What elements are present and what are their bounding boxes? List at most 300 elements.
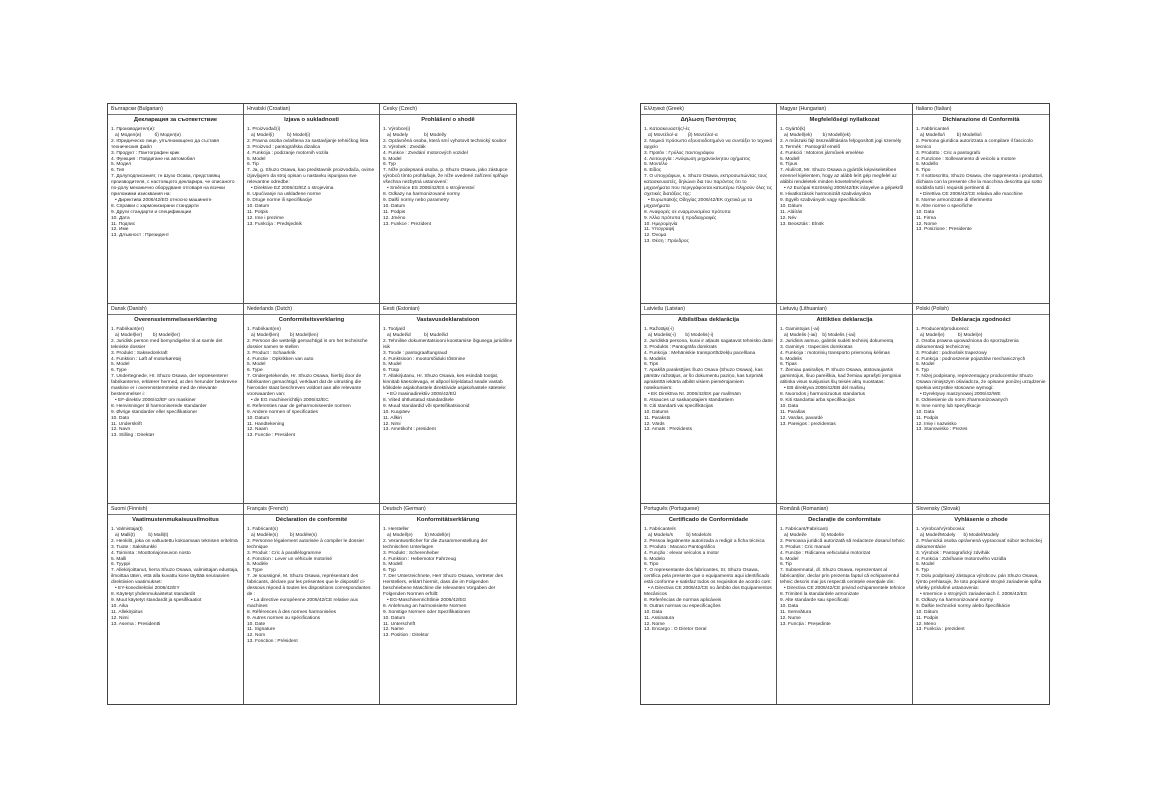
- declaration-item-list: [111, 127, 240, 239]
- section-title: Vaatimustenmukaisuusilmoitus: [132, 517, 219, 523]
- declaration-item: 12. Név: [780, 215, 797, 221]
- declaration-item: 6. Típus: [780, 162, 798, 168]
- declaration-item: 6. Tip: [247, 162, 259, 168]
- declaration-item: 10. Data: [780, 403, 799, 409]
- declaration-item: 8. Referenties naar de geharmoniseerde normen: [247, 403, 351, 409]
- section-language-label: Česky (Czech): [380, 106, 516, 115]
- declaration-item: 9. Alte standarde sau specificații: [780, 597, 849, 603]
- declaration-item: • EF-direktiv 2006/42/EF om maskiner: [111, 397, 196, 403]
- declaration-item: 11. Signature: [247, 627, 276, 633]
- declaration-item: 13. Длъжност : Президент: [111, 233, 170, 239]
- declaration-item: 5. Model: [916, 362, 935, 368]
- section-language-label: Hrvatski (Croatian): [244, 106, 379, 115]
- section-language-label: Polski (Polish): [913, 306, 1049, 315]
- declaration-item: 4. Funkcia : Zdvíhanie motorového vozidla: [916, 556, 1007, 562]
- declaration-item: 12. Ime i prezime: [247, 215, 284, 221]
- declaration-item: 12. Nimi: [383, 421, 401, 427]
- declaration-item: 8. Odkazy na harmonizované normy: [383, 191, 461, 197]
- declaration-item: 8. Referências de normas aplicáveis: [644, 597, 722, 603]
- declaration-item: 1. Fabricant(s): [247, 527, 278, 532]
- declaration-item: 4. Functie : Opkrikken van auto: [247, 356, 314, 362]
- declaration-item: 1. Hersteller: [383, 527, 409, 532]
- declaration-item: 7. Níže podepsaná osoba, p. Shuzo Osawa, jako zástupce výrobců tímto prohlašuje, že níže uvedené zařízení splňuje všechna nezbytná ustanovení:: [383, 168, 510, 186]
- section-title: Декларация за съответствие: [133, 117, 218, 123]
- declaration-item: 4. Funkce : Zvedání motorových vozidel: [383, 150, 468, 156]
- declaration-item: a) Model/e b) Model/e: [780, 532, 844, 538]
- declaration-item: 12. Vardas, pavardė: [780, 415, 823, 421]
- declaration-item: 3. Produkts : Pantogrāfa domkrats: [644, 344, 717, 350]
- declaration-item: 2. Persoon die wettelijk gemachtigd is om het technische dossier samen te stellen: [247, 338, 369, 350]
- declaration-item: 11. Handtekening: [247, 421, 285, 427]
- declaration-item: 3. Продукт : Пантографен крик: [111, 150, 180, 156]
- declaration-item-list: [916, 527, 1046, 633]
- section-language-label: Italiano (Italian): [913, 106, 1049, 115]
- declaration-item: • EY-konedirektiivi 2006/42/EY: [111, 586, 180, 592]
- declaration-item: 4. Funkcija : podizanje motornih vozila: [247, 150, 329, 156]
- declaration-item-list: [780, 127, 909, 227]
- declaration-item: 10. Datum: [383, 203, 406, 209]
- declaration-item: 5. Model: [780, 556, 799, 562]
- declaration-item: 9. Altre norme o specifiche: [916, 203, 973, 209]
- declaration-item: 5. Model: [247, 156, 266, 162]
- declaration-item: 13. Encargo : O Diretor Geral: [644, 627, 707, 633]
- section-language-label: Suomi (Finnish): [108, 506, 243, 515]
- declaration-item: 1. Valmistaja(t): [111, 527, 143, 532]
- declaration-item: 3. Výrobok : Pantografický zdvihák: [916, 550, 990, 556]
- declaration-item: 9. Kiti standartai arba specifikacijos: [780, 397, 855, 403]
- declaration-item: 3. Produkt : Saksedonkraft: [111, 350, 168, 356]
- declaration-item: • Dyrektywy maszynowej 2006/42/WE: [916, 391, 1001, 397]
- declaration-item: 4. Функция : Повдигане на автомобил: [111, 156, 195, 162]
- declaration-section: [641, 104, 777, 304]
- declaration-item: 10. Data: [780, 603, 799, 609]
- declaration-item: 13. Asema : Presidentti: [111, 621, 161, 627]
- declaration-item-list: [383, 127, 513, 227]
- section-title: Izjava o sukladnosti: [284, 117, 339, 123]
- declaration-item-list: [247, 527, 376, 645]
- declaration-item: 7. Apakšā parakstījies Šuzo Osava (Shuzo Osawa), kas pārstāv ražotājus, ar šo dokumentu paziņo, kas turpmāk aprakstītā iekārta atbilst visiem piemērojamiem noteikumiem:: [644, 368, 765, 392]
- declaration-item: 11. Potpis: [247, 209, 268, 215]
- declaration-item: 13. Posizione : Presidente: [916, 227, 972, 233]
- declaration-item: 12. Imię i nazwisko: [916, 421, 957, 427]
- section-title: Certificado de Conformidade: [668, 517, 749, 523]
- section-title: Overensstemmelseserklæring: [134, 317, 217, 323]
- declaration-item: 2. A műszaki fájl összeállítására feljogosított jogi személy: [780, 138, 902, 144]
- declaration-item: 7. Undertegnede, Hr. Shuzo Osawa, der repræsenterer fabrikanterne, erklærer hermed, at den herunder beskrevne maskine er i overensstemmelse med de relevante bestemmelser i:: [111, 374, 239, 397]
- declaration-item: 2. Pravna osoba ovlaštena za sastavljanje tehničkog lista: [247, 138, 369, 144]
- declaration-item: • EB direktyva 2006/42/EB dėl mašinų: [780, 386, 865, 392]
- declaration-item: 9. Ďalšie technické normy alebo špecifikácie: [916, 603, 1011, 609]
- declaration-section: [244, 504, 380, 704]
- declaration-item: 11. Parašas: [780, 409, 806, 415]
- declaration-item: a) Modely b) Model/y: [383, 132, 447, 138]
- declaration-item: 8. Atsauces uz saskaņotajiem standartiem: [644, 397, 734, 403]
- declaration-item: • Směrnice ES 2006/42/ES o strojírenství: [383, 186, 475, 192]
- declaration-item: 10. Dátum: [916, 609, 939, 615]
- declaration-item: 5. Modèle: [247, 562, 269, 568]
- declaration-item: 9. Други стандарти и спецификации: [111, 209, 192, 215]
- declaration-item: 3. Προϊόν : Γρύλος παντογράφου: [644, 150, 715, 156]
- declaration-item: 13. Amats : Prezidents: [644, 427, 692, 433]
- declaration-item: 3. Produit : Cric à parallélogramme: [247, 550, 322, 556]
- declaration-item: 6. Tip: [780, 562, 792, 568]
- declaration-item: a) Model(e) b) Model(e): [916, 332, 983, 338]
- declaration-item: 12. Vārds: [644, 421, 665, 427]
- declaration-item: 8. Henvisninger til harmoniserede standarder: [111, 403, 207, 409]
- declaration-item: a) Malli(t) b) Malli(t): [111, 532, 169, 538]
- declaration-item: 5. Μοντέλο: [644, 162, 668, 168]
- declaration-item: 2. Personne légalement autorisée à compiler le dossier technique: [247, 538, 366, 550]
- declaration-item: 11. Podpis: [916, 615, 939, 621]
- declaration-item: 5. Model: [916, 562, 935, 568]
- section-title: Prohlášení o shodě: [421, 117, 475, 123]
- declaration-item: 4. Funkcija : Mehāniskie transportlīdzekļu pacelšana: [644, 350, 756, 356]
- declaration-item: 3. Prodotto : Cric a pantografo: [916, 150, 981, 156]
- declaration-item-list: [780, 527, 909, 627]
- declaration-item: 6. Tipo: [916, 168, 931, 174]
- section-language-label: Eesti (Estonian): [380, 306, 516, 315]
- declaration-item: 4. Fonction : Lever un véhicule motorisé: [247, 556, 333, 562]
- declaration-item: 7. O representante dos fabricantes, Sr. Shuzo Osawa, certifica pela presente que o equipamento aqui identificado está conforme e satisfaz todos os requisitos de acordo com:: [644, 568, 772, 586]
- section-language-label: Български (Bulgarian): [108, 106, 243, 115]
- declaration-item: 12. Meno: [916, 621, 937, 627]
- declaration-item: a) Model(ler) b) Model(ler): [111, 332, 181, 338]
- declaration-section: [913, 304, 1049, 504]
- declaration-item: 1. Producent/producenci:: [916, 327, 970, 332]
- declaration-item: 8. Nuorodos į harmonizuotus standartus: [780, 391, 866, 397]
- declaration-item: 11. Paraksts: [644, 415, 671, 421]
- declaration-item: 13. Functie : President: [247, 433, 295, 439]
- declaration-section: [108, 504, 244, 704]
- declaration-item: 2. Henkilö, joka on valtuutettu kokoamaan teknisen eritelmä: [111, 538, 238, 544]
- document-page-right: [640, 103, 1050, 705]
- declaration-item: 7. Allekirjoittanut, herra Shuzo Osawa, valmistajan edustaja, ilmoittaa täten, että alla kuvattu kone täyttää seuraavien direktiivien vaatimukset:: [111, 568, 240, 586]
- declaration-item: 12. Name: [383, 627, 404, 633]
- declaration-item: 1. Fabricante/s: [644, 527, 676, 532]
- declaration-item: 6. Tyyppi: [111, 562, 131, 568]
- declaration-item: 9. Andere normen of specificaties: [247, 409, 318, 415]
- declaration-item: a) Modelo/s b) Modelo/s: [644, 532, 712, 538]
- declaration-section: [244, 104, 380, 304]
- declaration-item: 5. Modelo: [644, 556, 666, 562]
- declaration-item: 10. Data: [916, 209, 935, 215]
- declaration-item: 7. Der Unterzeichnete, Herr Shuzo Osawa, Vertreter des Herstellers, erklärt hiermit, dass die im Folgenden beschriebene Maschine die relevanten Vorgaben der Folgenden Normen erfüllt:: [383, 574, 505, 597]
- declaration-section: [913, 104, 1049, 304]
- declaration-item: 4. Funkcija : motorinių transporto priemonių kėlimas: [780, 350, 890, 356]
- declaration-item: 8. Viited ühtlustatud standarditele: [383, 397, 454, 403]
- declaration-item: 2. Osoba prawna upoważniona do sporządzenia dokumentacji technicznej: [916, 338, 1021, 350]
- declaration-item: 1. Fabbricante/i: [916, 127, 950, 132]
- declaration-item: 2. Juridiskā persona, kurai ir atļauts sagatavot tehnisko datni: [644, 338, 773, 344]
- declaration-item: 3. Produto : Macaco Pantográfico: [644, 544, 716, 550]
- declaration-item: a) Modelis(-i) b) Modelis(-i): [644, 332, 714, 338]
- declaration-section: [641, 304, 777, 504]
- declaration-item: 6. Tipo: [644, 562, 659, 568]
- declaration-item: 13. Beosztás : Elnök: [780, 221, 824, 227]
- declaration-item: 2. Νομικό πρόσωπο εξουσιοδοτημένο να συντάξει το τεχνικό αρχείο: [644, 138, 774, 150]
- declaration-item: • Директива 2006/42/ЕО относно машините: [111, 197, 212, 203]
- section-language-label: Français (French): [244, 506, 379, 515]
- declaration-item: 12. Navn: [111, 427, 131, 433]
- declaration-section: [380, 304, 516, 504]
- declaration-item: 7. Ja, g. Shuzo Osawa, kao predstavnik proizvođača, ovime izjavljujem da stroj opisan u nastavku ispunjava sve relevantne odredbe:: [247, 168, 376, 186]
- declaration-item: 11. Allekirjoitus: [111, 609, 143, 615]
- declaration-item: 6. Тип: [111, 168, 125, 174]
- declaration-item: 2. Persona giuridica autorizzata a compilare il fascicolo tecnico: [916, 138, 1035, 150]
- declaration-item: 8. Odniesienie do norm zharmonizowanych: [916, 397, 1008, 403]
- declaration-item: 10. Datum: [247, 203, 270, 209]
- declaration-item: 9. Sonstige Normen oder Spezifikationen: [383, 609, 471, 615]
- section-language-label: Português (Portuguese): [641, 506, 776, 515]
- declaration-item: 7. Alulírott, Mr. Shuzo Osawa a gyártók képviseletében ezennel kijelentem, hogy az alább leírt gép megfelel az alábbi rendeletek minden követelményének:: [780, 168, 899, 186]
- section-title: Atitikties deklaracija: [816, 317, 873, 323]
- declaration-item: 13. Stanowisko : Prezes: [916, 427, 968, 433]
- declaration-item: • A Directiva CE 2006/42/CE no âmbito dos Equipamentos Mecânicos: [644, 586, 774, 597]
- declaration-item: • de EG machinerichtlijn 2006/42/EC: [247, 397, 329, 403]
- declaration-item: a) Modelis (-iai) b) Modelis (-iai): [780, 332, 856, 338]
- declaration-item: 4. Funktsioon : mootorsõiduki tõstmine: [383, 356, 466, 362]
- declaration-item: 13. Funkcia : prezident: [916, 627, 965, 633]
- section-title: Atbilstības deklarācija: [677, 317, 740, 323]
- declaration-item: a) Modell(e) b) Modell(e): [383, 532, 451, 538]
- declaration-item: 11. Underskrift: [111, 421, 142, 427]
- document-page-left: [107, 103, 517, 705]
- declaration-item: 1. Fabrikant(en): [247, 327, 281, 332]
- declaration-item: 8. Anlehnung an harmonisierte Normen: [383, 603, 467, 609]
- declaration-item-list: [383, 327, 513, 433]
- declaration-item: 11. Semnătura: [780, 609, 812, 615]
- declaration-item: 7. Subsemnatul, dl. Shuzo Osawa, reprezentant al fabricanților, declar prin prezenta faptul că echipamentul tehnic descris mai jos respectă cerințele esențiale din:: [780, 568, 901, 586]
- declaration-item: 7. Ondergetekende, Hr. Shuzo Osawa, hierbij door de fabrikanten gemachtigd, verklaart dat de uitrusting die hieronder staat beschreven voldoet aan alle relevante voorwaarden van:: [247, 374, 363, 397]
- declaration-item-list: [780, 327, 909, 427]
- declaration-item: 6. Tipas: [780, 362, 797, 368]
- declaration-item: 10. Datum: [247, 415, 270, 421]
- declaration-item: 4. Λειτουργία : Ανύψωση μηχανοκίνητου οχήματος: [644, 156, 751, 162]
- declaration-item: a) Model(i) b) Model(i): [247, 132, 311, 138]
- declaration-item: 3. Tuote : Saksitunkki: [111, 544, 157, 550]
- declaration-item: а) Модел(и) б) Модел(и): [111, 132, 181, 138]
- section-language-label: Nederlands (Dutch): [244, 306, 379, 315]
- declaration-item: 10. Datum: [383, 615, 406, 621]
- declaration-item: 5. Mudel: [383, 362, 402, 368]
- declaration-item: 9. Muut käytetyt standardit ja spesifikaatiot: [111, 597, 202, 603]
- declaration-item: 5. Malli: [111, 556, 127, 562]
- declaration-item: 11. Υπογραφή: [644, 227, 675, 233]
- declaration-item: • EG-Maschinenrichtlinie 2006/42/EG: [383, 597, 467, 603]
- declaration-item: a) Model(len) b) Model(len): [247, 332, 319, 338]
- declaration-item: 9. Inne normy lub specyfikacje: [916, 403, 981, 409]
- declaration-item: 9. Druge norme ili specifikacije: [247, 197, 313, 203]
- declaration-item: 1. Fabrikant(er): [111, 327, 144, 332]
- declaration-item: 7. Il sottoscritto, Shuzo Osawa, che rappresenta i produttori, dichiara con la presente che la macchina descritta qui sotto soddisfa tutti i requisiti pertinenti di:: [916, 174, 1045, 192]
- declaration-item: 5. Modell: [780, 156, 800, 162]
- declaration-item-list: [916, 127, 1046, 233]
- declaration-item: 11. Firma: [916, 215, 936, 221]
- declaration-item: 8. Références à des normes harmonisées: [247, 609, 337, 615]
- declaration-item: • EÜ masinadirektiiv 2006/42/EÜ: [383, 391, 457, 397]
- declaration-item: 2. Verantwortlicher für die Zusammenstellung der technischen Unterlagen: [383, 538, 489, 550]
- declaration-item: 13. Θέση : Πρόεδρος: [644, 239, 689, 245]
- declaration-section: [108, 304, 244, 504]
- declaration-item: 11. Allkiri: [383, 415, 402, 421]
- declaration-item: 12. Όνομα: [644, 233, 667, 239]
- declaration-item: 4. Funkcja : podnoszenie pojazdów mechanicznych: [916, 356, 1026, 362]
- declaration-item: 9. Egyéb szabványok vagy specifikációk: [780, 197, 866, 203]
- declaration-item: 1. Производител(и):: [111, 127, 156, 132]
- declaration-item: 10. Date: [247, 621, 266, 627]
- section-language-label: Magyar (Hungarian): [777, 106, 912, 115]
- declaration-item: 7. Ο υπογράφων, κ. Shuzo Osawa, εκπροσωπώντας τους κατασκευαστές, δηλώνει δια του παρόντος ότι το μηχανήματα που περιγράφονται κατωτέρω πληρούν όλες τις σχετικές διατάξεις της:: [644, 174, 774, 197]
- declaration-item: 10. Dato: [111, 415, 130, 421]
- declaration-item: 8. Norme armonizzate di riferimento: [916, 197, 993, 203]
- declaration-item: 9. Autres normes ou spécifications: [247, 615, 321, 621]
- declaration-item: 5. Модел: [111, 162, 132, 168]
- declaration-item: 6. Typ: [383, 162, 396, 168]
- declaration-item: 10. Kuupäev: [383, 409, 410, 415]
- declaration-item: 3. Termék : Pantográf emelő: [780, 144, 841, 150]
- declaration-item: 8. Käytetyt yhdenmukaistetut standardit: [111, 591, 195, 597]
- declaration-item: 5. Model: [111, 362, 130, 368]
- declaration-item: 10. Datums: [644, 409, 669, 415]
- declaration-item: 10. Дата: [111, 215, 130, 221]
- declaration-item: 7. Je soussigné, M. Shuzo Osawa, représentant des fabricants, déclare par les présentes que le dispositif ci-dessous répond à toutes les dispositions correspondantes de :: [247, 574, 372, 597]
- declaration-section: [641, 504, 777, 704]
- declaration-item: • Direttiva CE 2006/42/CE relativa alle macchine: [916, 191, 1023, 197]
- section-title: Déclaration de conformité: [275, 517, 348, 523]
- declaration-item: 3. Toode : pantograaftungraud: [383, 350, 448, 356]
- declaration-section: [913, 504, 1049, 704]
- declaration-item: 1. Výrobce(i): [383, 127, 411, 132]
- declaration-item: 10. Data: [644, 609, 663, 615]
- declaration-item-list: [644, 127, 773, 245]
- section-title: Dichiarazione di Conformità: [942, 117, 1020, 123]
- declaration-item: 3. Produs : Cric manual: [780, 544, 831, 550]
- declaration-item: 8. Odkazy na harmonizované normy: [916, 597, 994, 603]
- declaration-item-list: [916, 327, 1046, 433]
- declaration-item: 3. Gaminys : trapecinis domkratas: [780, 344, 853, 350]
- declaration-section: [777, 104, 913, 304]
- declaration-item: 6. Typ: [916, 568, 929, 574]
- declaration-item: 5. Modell: [383, 562, 403, 568]
- declaration-item: 1. Výrobca/Výrobcovia:: [916, 527, 966, 532]
- declaration-item: a) Modèle(s) b) Modèle(s): [247, 532, 317, 538]
- declaration-item: 12. Име: [111, 227, 129, 233]
- section-language-label: Română (Romanian): [777, 506, 912, 515]
- section-title: Vyhlásenie o zhode: [954, 517, 1008, 523]
- declaration-item: 13. Pareigos : prezidentas: [780, 421, 836, 427]
- declaration-item: 6. Type: [111, 368, 127, 374]
- declaration-item: 12. Jméno: [383, 215, 406, 221]
- declaration-item: 9. Øvrige standarder eller specifikationer: [111, 409, 198, 415]
- declaration-item: 6. Type: [247, 568, 263, 574]
- declaration-item: • Direktive EZ 2006/42/EZ o strojevima: [247, 186, 334, 192]
- declaration-item: 8. Αναφορές σε εναρμονισμένα πρότυπα: [644, 209, 731, 215]
- declaration-item: 12. Naam: [247, 427, 268, 433]
- declaration-item: 6. Tüüp: [383, 368, 400, 374]
- declaration-section: [777, 304, 913, 504]
- declaration-item: 9. Outras normas ou especificações: [644, 603, 721, 609]
- declaration-item: 6. Tips: [644, 362, 659, 368]
- declaration-item: • smernice o strojných zariadeniach č. 2006/42/ES: [916, 591, 1028, 597]
- declaration-item: • Ευρωπαϊκής Οδηγίας 2006/42/ΕΚ σχετικά με τα μηχανήματα: [644, 197, 754, 209]
- declaration-item: 5. Modelis: [644, 356, 666, 362]
- declaration-item: 6. Είδος: [644, 168, 662, 174]
- declaration-item: 4. Toiminta : Moottoriajoneuvon nosto: [111, 550, 191, 556]
- declaration-item: 1. Proizvođač(i): [247, 127, 281, 132]
- declaration-item-list: [644, 527, 773, 633]
- declaration-item: 7. Niżej podpisany, reprezentujący producentów Shuzo Osawa niniejszym oświadcza, że opisane poniżej urządzenie spełnia wszystkie stosowne wymogi:: [916, 374, 1047, 392]
- declaration-item: a) Mudel/id b) Mudel/id: [383, 332, 448, 338]
- declaration-item: 2. Juridinis asmuo, galintis sudėti techninį dokumentą: [780, 338, 894, 344]
- declaration-item: 6. Type: [247, 368, 263, 374]
- declaration-item: 4. Funktion : Løft af motorkøretøj: [111, 356, 181, 362]
- declaration-item: 7. Dolu podpísaný zástupca výrobcov, pán Shuzo Osawa, týmto prehlasuje, že toto popísané strojné zariadenie spĺňa všetky príslušné ustanovenia:: [916, 574, 1043, 592]
- declaration-item: 8. Upućivanje na usklađene norme: [247, 191, 321, 197]
- declaration-section: [380, 504, 516, 704]
- section-title: Megfelelőségi nyilatkozat: [809, 117, 880, 123]
- declaration-item-list: [111, 527, 240, 627]
- declaration-item: 3. Produkt : Scherenheber: [383, 550, 439, 556]
- declaration-item: • Directiva CE 2006/42/CE privind echipamentele tehnice: [780, 586, 906, 592]
- section-title: Δήλωση Πιστότητας: [680, 117, 737, 123]
- declaration-item: • Az Európai Közösség 2006/42/EK irányelve a gépekről: [780, 186, 904, 192]
- declaration-item: 1. Gamintojas (-ai): [780, 327, 820, 332]
- declaration-item: 4. Função : elevar veículos a motor: [644, 550, 719, 556]
- declaration-item-list: [111, 327, 240, 439]
- declaration-item: 11. Podpis: [916, 415, 939, 421]
- section-language-label: Lietuvių (Lithuanian): [777, 306, 912, 315]
- declaration-item: 3. Product : Schaarkrik: [247, 350, 296, 356]
- declaration-section: [380, 104, 516, 304]
- declaration-item: 5. Model: [383, 156, 402, 162]
- section-title: Declarație de conformitate: [808, 517, 881, 523]
- declaration-item: 1. Κατασκευαστής/-ές: [644, 127, 690, 132]
- section-title: Vastavusdeklaratsioon: [416, 317, 480, 323]
- declaration-item: 6. Typ: [916, 368, 929, 374]
- declaration-section: [244, 304, 380, 504]
- declaration-item: 3. Výrobek : Zvedák: [383, 144, 426, 150]
- declaration-item: • La directive européenne 2006/42/CE relative aux machines: [247, 597, 360, 609]
- declaration-item: 11. Aláírás: [780, 209, 803, 215]
- declaration-item: 2. Právnická osoba oprávnená vypracovať súbor technickej dokumentácie: [916, 538, 1044, 550]
- declaration-item: 13. Funkcija : Predsjednik: [247, 221, 302, 227]
- section-language-label: Ελληνικά (Greek): [641, 106, 776, 115]
- declaration-item: 9. Άλλα πρότυπα ή προδιαγραφές: [644, 215, 717, 221]
- declaration-item: 9. Muud standardid või spetsifikatsioonid: [383, 403, 470, 409]
- declaration-item: 5. Modelis: [780, 356, 802, 362]
- section-language-label: Dansk (Danish): [108, 306, 243, 315]
- declaration-item: 4. Funcție : Ridicarea vehiculului motorizat: [780, 550, 871, 556]
- declaration-item: 1. Ražotājs(-i): [644, 327, 674, 332]
- declaration-item-list: [644, 327, 773, 433]
- declaration-item: 1. Gyártó(k): [780, 127, 806, 132]
- declaration-item: 2. Юридическо лице, упълномощено да съставя техническия файл: [111, 138, 221, 150]
- declaration-item: 11. Assinatura: [644, 615, 675, 621]
- declaration-item-list: [383, 527, 513, 639]
- section-language-label: Slovensky (Slovak): [913, 506, 1049, 515]
- declaration-item: 7. Žemiau pasirašęs, P. Shuzo Osawa, atstovaujantis gamintojus, šiuo pareiškia, kad žemiau aprašyti įrenginiai atitinka visus susijusius šių teisės aktų nuostatas:: [780, 368, 903, 386]
- declaration-item: 5. Model: [247, 362, 266, 368]
- declaration-item: 13. Funcția : Președinte: [780, 621, 831, 627]
- declaration-item: 13. Fonction : Président: [247, 639, 298, 645]
- declaration-section: [777, 504, 913, 704]
- declaration-item: 11. Unterschrift: [383, 621, 416, 627]
- declaration-section: [108, 104, 244, 304]
- section-title: Konformitätserklärung: [416, 517, 480, 523]
- declaration-item: 12. Nome: [644, 621, 665, 627]
- declaration-item: 7. Allakirjutanu, Hr. Shuzo Osawa, kes esindab tootjat, kinnitab käesolevaga, et allpool kirjeldatud seade vastab kõikidele asjakohastele direktiivide asjakohastele sätetele:: [383, 374, 507, 392]
- declaration-item: 13. Ametikoht : president: [383, 427, 436, 433]
